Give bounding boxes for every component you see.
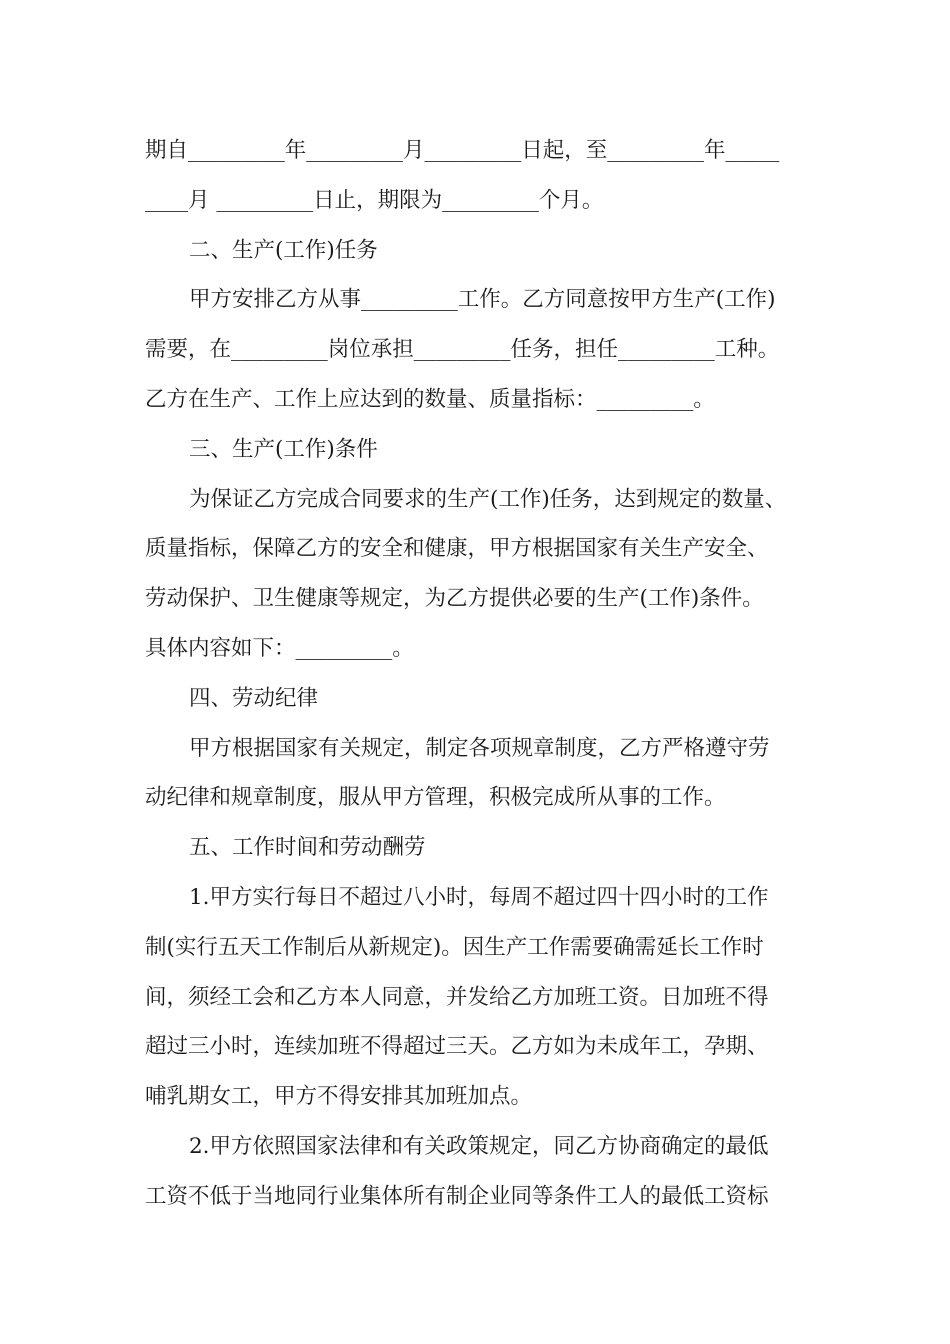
text-line: 需要，在_________岗位承担_________任务，担任_________工种。: [145, 337, 780, 363]
section-heading: 二、生产(工作)任务: [189, 237, 378, 263]
text-line: 期自_________年_________月_________日起，至_________年_____: [145, 138, 780, 163]
text-line: 工资不低于当地同行业集体所有制企业同等条件工人的最低工资标: [145, 1183, 769, 1209]
text-line: 甲方根据国家有关规定，制定各项规章制度，乙方严格遵守劳: [189, 735, 770, 761]
section-heading: 四、劳动纪律: [189, 685, 319, 711]
text-line: 间，须经工会和乙方本人同意，并发给乙方加班工资。日加班不得: [145, 984, 769, 1010]
document-body: [145, 126, 835, 1222]
text-line: 1.甲方实行每日不超过八小时，每周不超过四十四小时的工作: [189, 884, 769, 910]
text-line: 哺乳期女工，甲方不得安排其加班加点。: [145, 1084, 533, 1110]
section-heading: 三、生产(工作)条件: [189, 436, 378, 462]
text-line: 为保证乙方完成合同要求的生产(工作)任务，达到规定的数量、: [189, 486, 787, 512]
text-line: 超过三小时，连续加班不得超过三天。乙方如为未成年工，孕期、: [145, 1034, 769, 1060]
text-line: ____月 _________日止，期限为_________个月。: [145, 187, 604, 213]
text-line: 甲方安排乙方从事_________工作。乙方同意按甲方生产(工作): [189, 287, 776, 313]
text-line: 乙方在生产、工作上应达到的数量、质量指标：_________。: [145, 386, 715, 412]
text-line: 质量指标，保障乙方的安全和健康，甲方根据国家有关生产安全、: [145, 536, 769, 562]
text-line: 2.甲方依照国家法律和有关政策规定，同乙方协商确定的最低: [189, 1133, 769, 1159]
section-heading: 五、工作时间和劳动酬劳: [189, 835, 426, 861]
text-line: 劳动保护、卫生健康等规定，为乙方提供必要的生产(工作)条件。: [145, 586, 764, 612]
text-line: 具体内容如下：_________。: [145, 635, 414, 661]
text-line: 动纪律和规章制度，服从甲方管理，积极完成所从事的工作。: [145, 785, 726, 811]
text-line: 制(实行五天工作制后从新规定)。因生产工作需要确需延长工作时: [145, 934, 764, 960]
